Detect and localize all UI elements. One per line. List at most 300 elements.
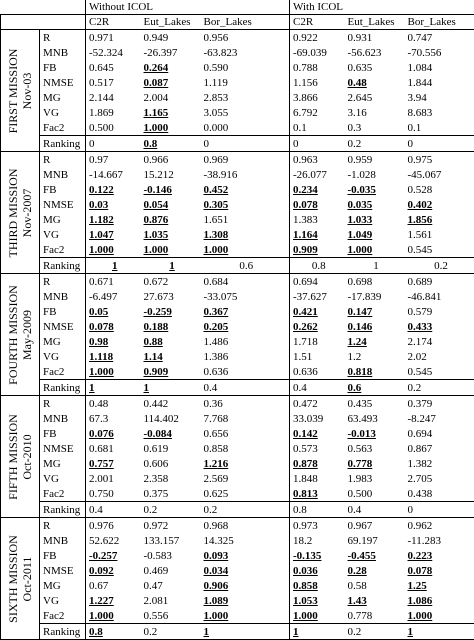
metric-value-text: -46.841 <box>408 291 442 303</box>
metric-value <box>290 518 345 534</box>
metric-value-text: 0.963 <box>293 154 318 166</box>
metric-value-text: 0.813 <box>293 488 318 500</box>
ranking-label: Ranking <box>40 380 86 396</box>
metric-value-text: 0.556 <box>144 610 169 622</box>
metric-value <box>405 518 474 534</box>
metric-value-text: 0.949 <box>144 32 169 44</box>
ranking-row <box>1 624 474 640</box>
ranking-value <box>141 502 201 518</box>
ranking-value-text: 0.2 <box>204 504 218 516</box>
mission-date: Oct-2011 <box>20 535 34 623</box>
metric-value-text: 0.093 <box>204 550 229 562</box>
metric-value-text: 1.164 <box>293 229 318 241</box>
metric-value <box>201 533 290 548</box>
metric-value-text: 0.931 <box>348 32 373 44</box>
metric-value-text: 1.25 <box>408 580 427 592</box>
ranking-value <box>290 624 345 640</box>
table-row <box>1 30 474 46</box>
ranking-value-text: 0.8 <box>312 260 326 272</box>
metric-value <box>345 563 405 578</box>
ranking-value-text: 0 <box>293 138 299 150</box>
table-row <box>1 319 474 334</box>
metric-value-text: 0.223 <box>408 550 433 562</box>
metric-value-text: 0.48 <box>348 77 367 89</box>
metric-value-text: -0.013 <box>348 428 376 440</box>
metric-value-text: 0.968 <box>204 520 229 532</box>
metric-value <box>141 45 201 60</box>
metric-value <box>86 364 141 380</box>
metric-value-text: 0.788 <box>293 62 318 74</box>
table-row <box>1 167 474 182</box>
metric-value <box>345 456 405 471</box>
metric-value <box>86 593 141 608</box>
ranking-value-text: 0.2 <box>348 626 362 638</box>
mission-label-rotated <box>6 285 34 385</box>
ranking-value <box>201 258 290 274</box>
metric-value <box>86 152 141 168</box>
metric-value <box>345 396 405 412</box>
metric-value <box>141 518 201 534</box>
table-row <box>1 289 474 304</box>
metric-value-text: -33.075 <box>204 291 238 303</box>
metric-value <box>141 289 201 304</box>
metric-value <box>86 456 141 471</box>
metric-value <box>290 197 345 212</box>
ranking-value-text: 0.2 <box>408 382 422 394</box>
metric-value <box>345 471 405 486</box>
table-row <box>1 533 474 548</box>
metric-value-text: 0.694 <box>293 276 318 288</box>
ranking-value-text: 1 <box>408 626 414 638</box>
table-row <box>1 304 474 319</box>
metric-label: R <box>40 274 86 290</box>
metric-value <box>201 105 290 120</box>
metric-value <box>405 274 474 290</box>
mission-label-rotated <box>6 414 34 500</box>
metric-value <box>201 349 290 364</box>
metric-value <box>141 471 201 486</box>
metric-value <box>345 593 405 608</box>
metric-value <box>405 533 474 548</box>
metric-value-text: 1.386 <box>204 351 229 363</box>
metric-value <box>290 242 345 258</box>
metric-value <box>405 471 474 486</box>
metric-value-text: 0.452 <box>204 184 229 196</box>
metric-value-text: 0.000 <box>204 122 229 134</box>
metric-value-text: 0.636 <box>293 366 318 378</box>
table-row <box>1 152 474 168</box>
metric-value <box>86 274 141 290</box>
metric-value-text: -0.146 <box>144 184 172 196</box>
metric-value <box>405 411 474 426</box>
metric-value <box>141 319 201 334</box>
metric-value-text: -14.667 <box>89 169 123 181</box>
metric-value <box>86 319 141 334</box>
ranking-value <box>86 380 141 396</box>
ranking-value <box>345 136 405 152</box>
ranking-value-text: 0.4 <box>348 504 362 516</box>
metric-value-text: 0.472 <box>293 398 318 410</box>
table-row <box>1 197 474 212</box>
metric-value-text: 0.590 <box>204 62 229 74</box>
ranking-value <box>201 624 290 640</box>
metric-value <box>141 486 201 502</box>
metric-value <box>141 578 201 593</box>
metric-value <box>345 212 405 227</box>
metric-value <box>290 456 345 471</box>
metric-value-text: -69.039 <box>293 47 327 59</box>
ranking-label: Ranking <box>40 502 86 518</box>
metric-value-text: -11.283 <box>408 535 442 547</box>
metric-value <box>405 167 474 182</box>
metric-value <box>141 548 201 563</box>
ranking-value <box>86 136 141 152</box>
metric-label: Fac2 <box>40 120 86 136</box>
table-row <box>1 593 474 608</box>
group-without-icol: Without ICOL <box>86 0 290 15</box>
metric-value <box>405 212 474 227</box>
ranking-value-text: 0.4 <box>204 382 218 394</box>
metric-value-text: 0.05 <box>89 306 108 318</box>
metric-value-text: 0.517 <box>89 77 114 89</box>
metric-value <box>141 105 201 120</box>
metric-value-text: 0.087 <box>144 77 169 89</box>
metric-value <box>345 518 405 534</box>
metric-value <box>201 75 290 90</box>
metric-value <box>345 60 405 75</box>
metric-value <box>290 349 345 364</box>
metric-value <box>290 45 345 60</box>
metric-label: Fac2 <box>40 364 86 380</box>
metric-label: VG <box>40 593 86 608</box>
mission-label <box>1 274 40 396</box>
metric-value-text: 0.67 <box>89 580 108 592</box>
metric-value-text: 1.156 <box>293 77 318 89</box>
metric-value <box>290 593 345 608</box>
metric-value <box>201 426 290 441</box>
metric-value-text: 0.092 <box>89 565 114 577</box>
ranking-row <box>1 136 474 152</box>
metric-value-text: 1.43 <box>348 595 367 607</box>
metric-value-text: 0.034 <box>204 565 229 577</box>
ranking-value <box>141 380 201 396</box>
metric-value <box>141 426 201 441</box>
metric-value <box>141 441 201 456</box>
metric-value <box>201 212 290 227</box>
metric-value-text: 0.778 <box>348 458 373 470</box>
metric-value <box>86 60 141 75</box>
metric-value-text: 2.004 <box>144 92 169 104</box>
metric-value <box>86 548 141 563</box>
metric-value-text: 2.705 <box>408 473 433 485</box>
metric-value <box>86 471 141 486</box>
metric-value-text: 0.858 <box>293 580 318 592</box>
metric-value <box>405 441 474 456</box>
metric-value <box>345 411 405 426</box>
metric-value <box>201 441 290 456</box>
mission-label-rotated <box>6 48 34 133</box>
metric-value <box>405 578 474 593</box>
metric-label: MG <box>40 90 86 105</box>
ranking-value <box>345 624 405 640</box>
metric-value-text: 0.88 <box>144 336 163 348</box>
metric-value-text: 0.205 <box>204 321 229 333</box>
metric-value-text: 0.967 <box>348 520 373 532</box>
metric-value <box>290 182 345 197</box>
ranking-value <box>141 624 201 640</box>
metric-value <box>290 289 345 304</box>
metric-value <box>345 274 405 290</box>
metric-value <box>86 396 141 412</box>
metric-value <box>345 289 405 304</box>
metric-value-text: 14.325 <box>204 535 234 547</box>
metric-value-text: 0.234 <box>293 184 318 196</box>
metric-value <box>201 456 290 471</box>
metric-value-text: 1.227 <box>89 595 114 607</box>
metric-value-text: 0.03 <box>89 199 108 211</box>
metric-value-text: 3.866 <box>293 92 318 104</box>
metric-value-text: -0.259 <box>144 306 172 318</box>
metric-value <box>405 60 474 75</box>
metric-value <box>405 30 474 46</box>
ranking-value <box>201 380 290 396</box>
ranking-value-text: 0 <box>408 138 414 150</box>
metric-value-text: 0.975 <box>408 154 433 166</box>
mission-date: May-2009 <box>20 285 34 385</box>
metric-value-text: 0.619 <box>144 443 169 455</box>
metric-value-text: 0.909 <box>144 366 169 378</box>
metric-value <box>405 105 474 120</box>
metric-value-text: 0.078 <box>89 321 114 333</box>
metric-value <box>290 411 345 426</box>
metric-value <box>201 319 290 334</box>
metric-value <box>290 578 345 593</box>
metric-value-text: 0.698 <box>348 276 373 288</box>
metric-value <box>141 90 201 105</box>
metric-value-text: 2.081 <box>144 595 169 607</box>
metric-value-text: 0.778 <box>348 610 373 622</box>
metric-value-text: 1.844 <box>408 77 433 89</box>
metric-label: NMSE <box>40 75 86 90</box>
ranking-value <box>201 502 290 518</box>
metric-value <box>345 349 405 364</box>
table-row <box>1 426 474 441</box>
metric-value-text: 0.435 <box>348 398 373 410</box>
mission-label <box>1 518 40 640</box>
metric-value <box>86 197 141 212</box>
metric-value-text: 2.144 <box>89 92 114 104</box>
metric-value <box>345 242 405 258</box>
ranking-label: Ranking <box>40 136 86 152</box>
metric-value <box>405 152 474 168</box>
metric-value-text: -26.077 <box>293 169 327 181</box>
metric-value <box>201 396 290 412</box>
mission-name: FIRST MISSION <box>6 48 20 133</box>
metric-value <box>141 533 201 548</box>
metric-value <box>141 120 201 136</box>
metric-label: MG <box>40 334 86 349</box>
metric-value-text: -70.556 <box>408 47 442 59</box>
mission-label <box>1 396 40 518</box>
mission-name: SIXTH MISSION <box>6 535 20 623</box>
metric-value <box>345 227 405 242</box>
ranking-value-text: 0 <box>408 504 414 516</box>
header-row-groups <box>1 0 474 15</box>
metric-value <box>201 90 290 105</box>
metric-value <box>405 319 474 334</box>
metric-value-text: 1.053 <box>293 595 318 607</box>
ranking-value-text: 0.8 <box>89 626 103 638</box>
ranking-value <box>290 136 345 152</box>
ranking-value <box>290 380 345 396</box>
metric-value <box>201 548 290 563</box>
metric-value <box>290 471 345 486</box>
metric-value-text: 0.1 <box>408 122 422 134</box>
metric-value <box>201 304 290 319</box>
metric-value <box>86 349 141 364</box>
metric-value-text: 0.48 <box>89 398 108 410</box>
metric-value-text: 0.579 <box>408 306 433 318</box>
metric-value-text: 1.084 <box>408 62 433 74</box>
metric-value <box>290 608 345 624</box>
metric-value-text: 0.47 <box>144 580 163 592</box>
metric-value <box>86 30 141 46</box>
metric-value-text: -52.324 <box>89 47 123 59</box>
table-row <box>1 518 474 534</box>
metric-value-text: 0.28 <box>348 565 367 577</box>
metric-value-text: 0.469 <box>144 565 169 577</box>
header-row-columns <box>1 15 474 30</box>
metric-value-text: 1.382 <box>408 458 433 470</box>
metric-value-text: 2.358 <box>144 473 169 485</box>
metric-value-text: 1.089 <box>204 595 229 607</box>
metric-value-text: 0.922 <box>293 32 318 44</box>
col-header: C2R <box>86 15 141 30</box>
metric-value <box>345 182 405 197</box>
metric-value-text: 0.976 <box>89 520 114 532</box>
metric-value-text: 1.000 <box>89 610 114 622</box>
ranking-value-text: 0.8 <box>293 504 307 516</box>
table-row <box>1 182 474 197</box>
metric-value <box>141 456 201 471</box>
metric-value <box>141 608 201 624</box>
metric-label: VG <box>40 105 86 120</box>
metric-value <box>201 578 290 593</box>
metric-value-text: 1.869 <box>89 107 114 119</box>
col-header: Eut_Lakes <box>345 15 405 30</box>
metric-value <box>290 274 345 290</box>
metric-value-text: 52.622 <box>89 535 119 547</box>
metric-value <box>345 334 405 349</box>
ranking-value <box>345 380 405 396</box>
metric-value <box>405 242 474 258</box>
metric-value-text: 1.000 <box>144 122 169 134</box>
metric-value <box>141 30 201 46</box>
metric-value <box>201 518 290 534</box>
metric-value <box>86 212 141 227</box>
mission-label-rotated <box>6 168 34 257</box>
metric-value-text: 0.264 <box>144 62 169 74</box>
metric-value <box>290 548 345 563</box>
metric-value <box>405 563 474 578</box>
ranking-value-text: 0.6 <box>239 260 253 272</box>
metric-value-text: 18.2 <box>293 535 312 547</box>
metric-value-text: 1.486 <box>204 336 229 348</box>
metric-value <box>86 533 141 548</box>
mission-label-rotated <box>6 535 34 623</box>
metric-value-text: 1.000 <box>204 244 229 256</box>
ranking-value <box>86 258 141 274</box>
metric-value <box>290 90 345 105</box>
metric-value <box>201 471 290 486</box>
mission-name: THIRD MISSION <box>6 168 20 257</box>
ranking-value <box>141 136 201 152</box>
metric-value <box>141 227 201 242</box>
mission-date: Oct-2010 <box>20 414 34 500</box>
metric-label: NMSE <box>40 319 86 334</box>
metric-value <box>290 30 345 46</box>
metric-value <box>201 411 290 426</box>
metric-value-text: 0.684 <box>204 276 229 288</box>
metric-value <box>86 334 141 349</box>
metric-value <box>86 75 141 90</box>
metric-value-text: 27.673 <box>144 291 174 303</box>
metric-label: Fac2 <box>40 608 86 624</box>
table-row <box>1 548 474 563</box>
metric-value <box>345 319 405 334</box>
metric-value <box>86 167 141 182</box>
metric-value-text: 1.033 <box>348 214 373 226</box>
metric-value-text: -0.455 <box>348 550 376 562</box>
metric-value-text: 1.000 <box>89 366 114 378</box>
table-row <box>1 486 474 502</box>
metric-label: FB <box>40 548 86 563</box>
metric-value <box>201 486 290 502</box>
ranking-value-text: 1 <box>204 626 210 638</box>
metric-value <box>345 486 405 502</box>
metric-value-text: 1.000 <box>89 244 114 256</box>
metric-value-text: 0.375 <box>144 488 169 500</box>
metric-value <box>201 227 290 242</box>
header-blank <box>1 15 40 30</box>
metric-label: FB <box>40 304 86 319</box>
metric-value <box>201 120 290 136</box>
table-row <box>1 578 474 593</box>
metric-value <box>290 227 345 242</box>
metric-label: R <box>40 30 86 46</box>
mission-label <box>1 30 40 152</box>
metric-value-text: 69.197 <box>348 535 378 547</box>
metric-value <box>201 60 290 75</box>
metric-value-text: 0.867 <box>408 443 433 455</box>
metric-value-text: 0.672 <box>144 276 169 288</box>
metric-value-text: 1.2 <box>348 351 362 363</box>
metric-value <box>141 60 201 75</box>
metric-value <box>405 227 474 242</box>
col-header: Bor_Lakes <box>405 15 474 30</box>
metric-value <box>290 441 345 456</box>
metric-value-text: -26.397 <box>144 47 178 59</box>
ranking-value-text: 0.8 <box>144 138 158 150</box>
metric-value-text: 1.118 <box>89 351 113 363</box>
metric-value <box>201 167 290 182</box>
metric-value-text: 3.055 <box>204 107 229 119</box>
metric-value-text: 0.036 <box>293 565 318 577</box>
metric-value-text: 2.001 <box>89 473 114 485</box>
metric-value-text: 1.983 <box>348 473 373 485</box>
metric-value <box>86 518 141 534</box>
metric-value <box>86 426 141 441</box>
